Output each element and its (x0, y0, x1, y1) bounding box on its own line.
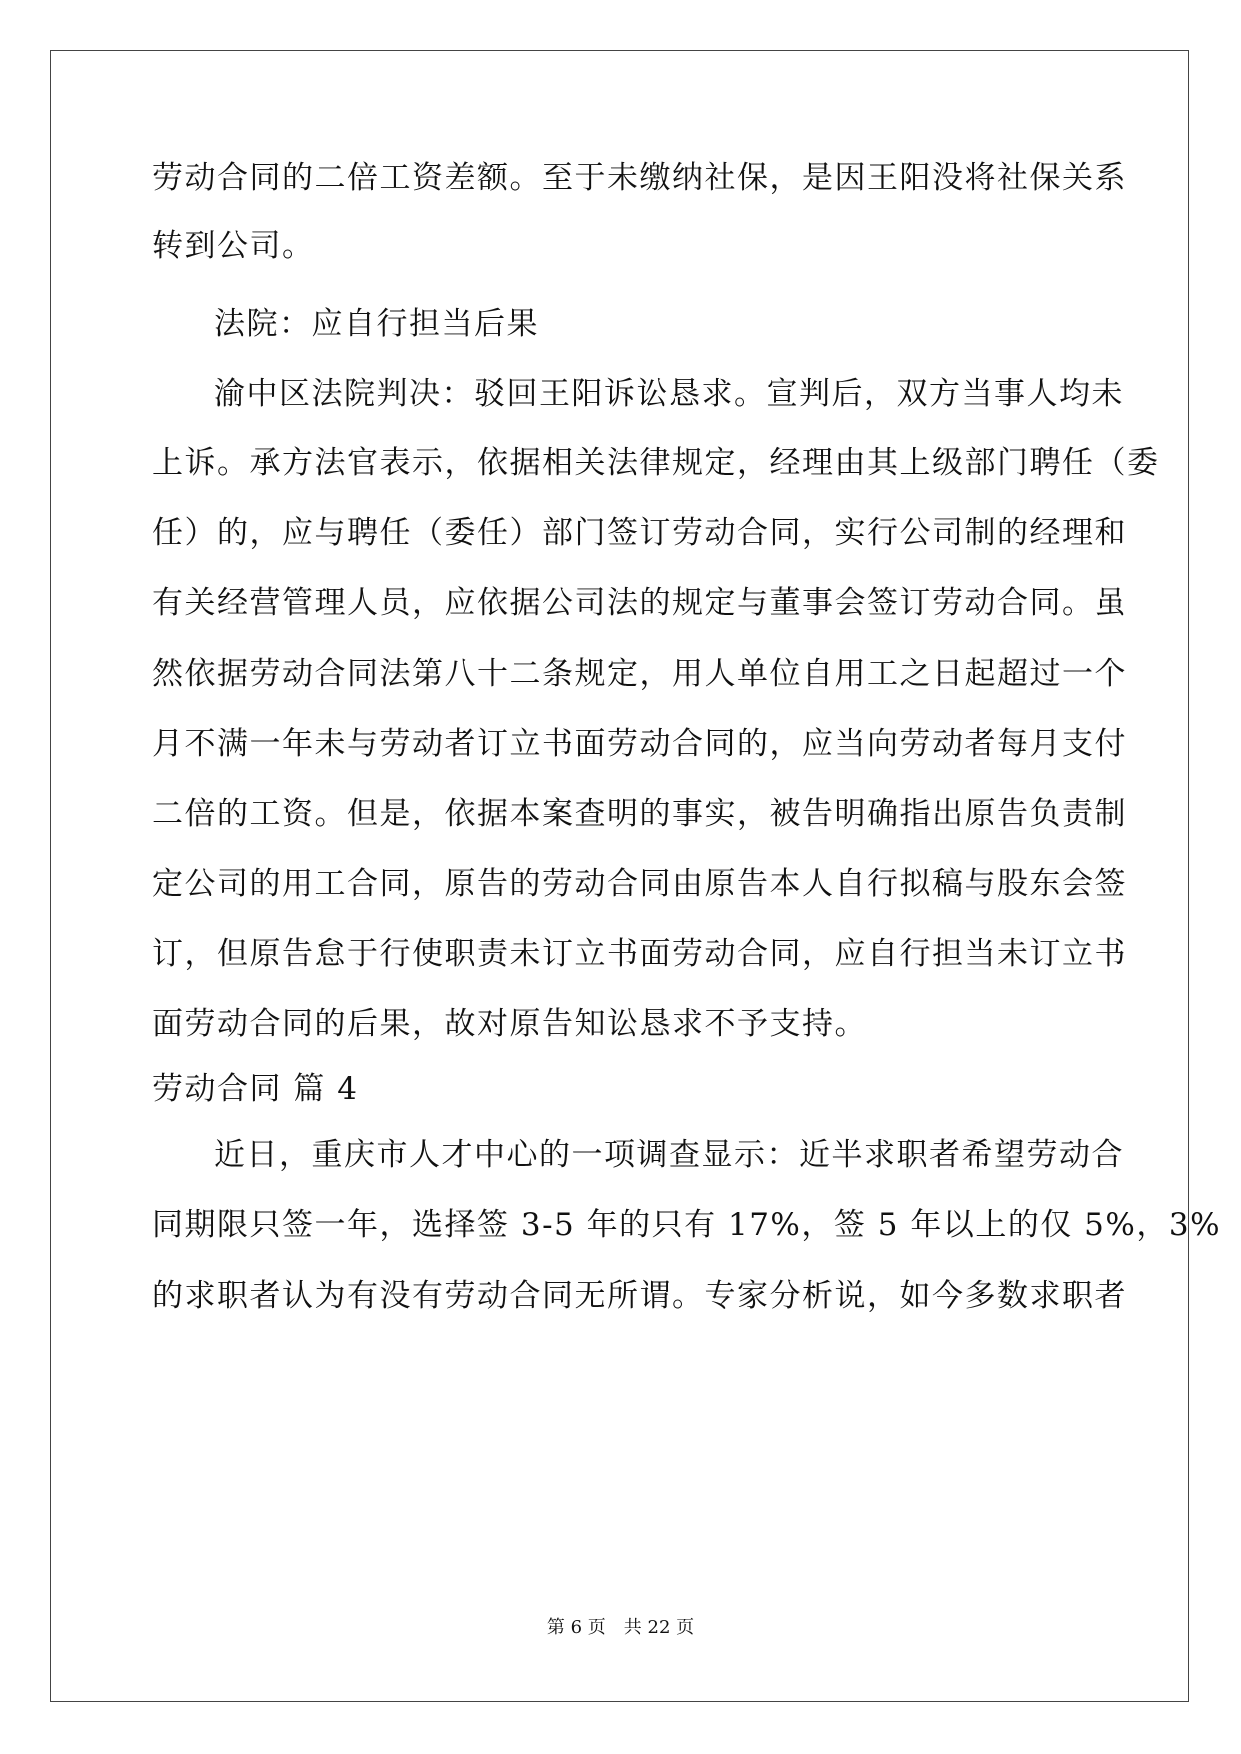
text-line: 上诉。承方法官表示，依据相关法律规定，经理由其上级部门聘任（委 (152, 445, 1160, 481)
text-line: 订，但原告怠于行使职责未订立书面劳动合同，应自行担当未订立书 (152, 936, 1127, 972)
text-line: 近日，重庆市人才中心的一项调查显示：近半求职者希望劳动合 (214, 1137, 1124, 1173)
text-line: 有关经营管理人员，应依据公司法的规定与董事会签订劳动合同。虽 (152, 585, 1127, 621)
text-line: 面劳动合同的后果，故对原告知讼恳求不予支持。 (152, 1006, 867, 1042)
text-line: 定公司的用工合同，原告的劳动合同由原告本人自行拟稿与股东会签 (152, 866, 1127, 902)
section-heading: 法院：应自行担当后果 (214, 306, 539, 342)
text-line: 任）的，应与聘任（委任）部门签订劳动合同，实行公司制的经理和 (152, 515, 1127, 551)
text-line: 二倍的工资。但是，依据本案查明的事实，被告明确指出原告负责制 (152, 796, 1127, 832)
text-line: 转到公司。 (152, 228, 315, 264)
section-heading: 劳动合同 篇 4 (152, 1071, 359, 1107)
text-line: 同期限只签一年，选择签 3-5 年的只有 17%，签 5 年以上的仅 5%，3% (152, 1207, 1222, 1243)
text-line: 月不满一年未与劳动者订立书面劳动合同的，应当向劳动者每月支付 (152, 726, 1127, 762)
text-line: 的求职者认为有没有劳动合同无所谓。专家分析说，如今多数求职者 (152, 1278, 1127, 1314)
text-line: 然依据劳动合同法第八十二条规定，用人单位自用工之日起超过一个 (152, 656, 1127, 692)
text-line: 渝中区法院判决：驳回王阳诉讼恳求。宣判后，双方当事人均未 (214, 376, 1124, 412)
page-number: 第 6 页 共 22 页 (546, 1617, 695, 1638)
text-line: 劳动合同的二倍工资差额。至于未缴纳社保，是因王阳没将社保关系 (152, 160, 1127, 196)
